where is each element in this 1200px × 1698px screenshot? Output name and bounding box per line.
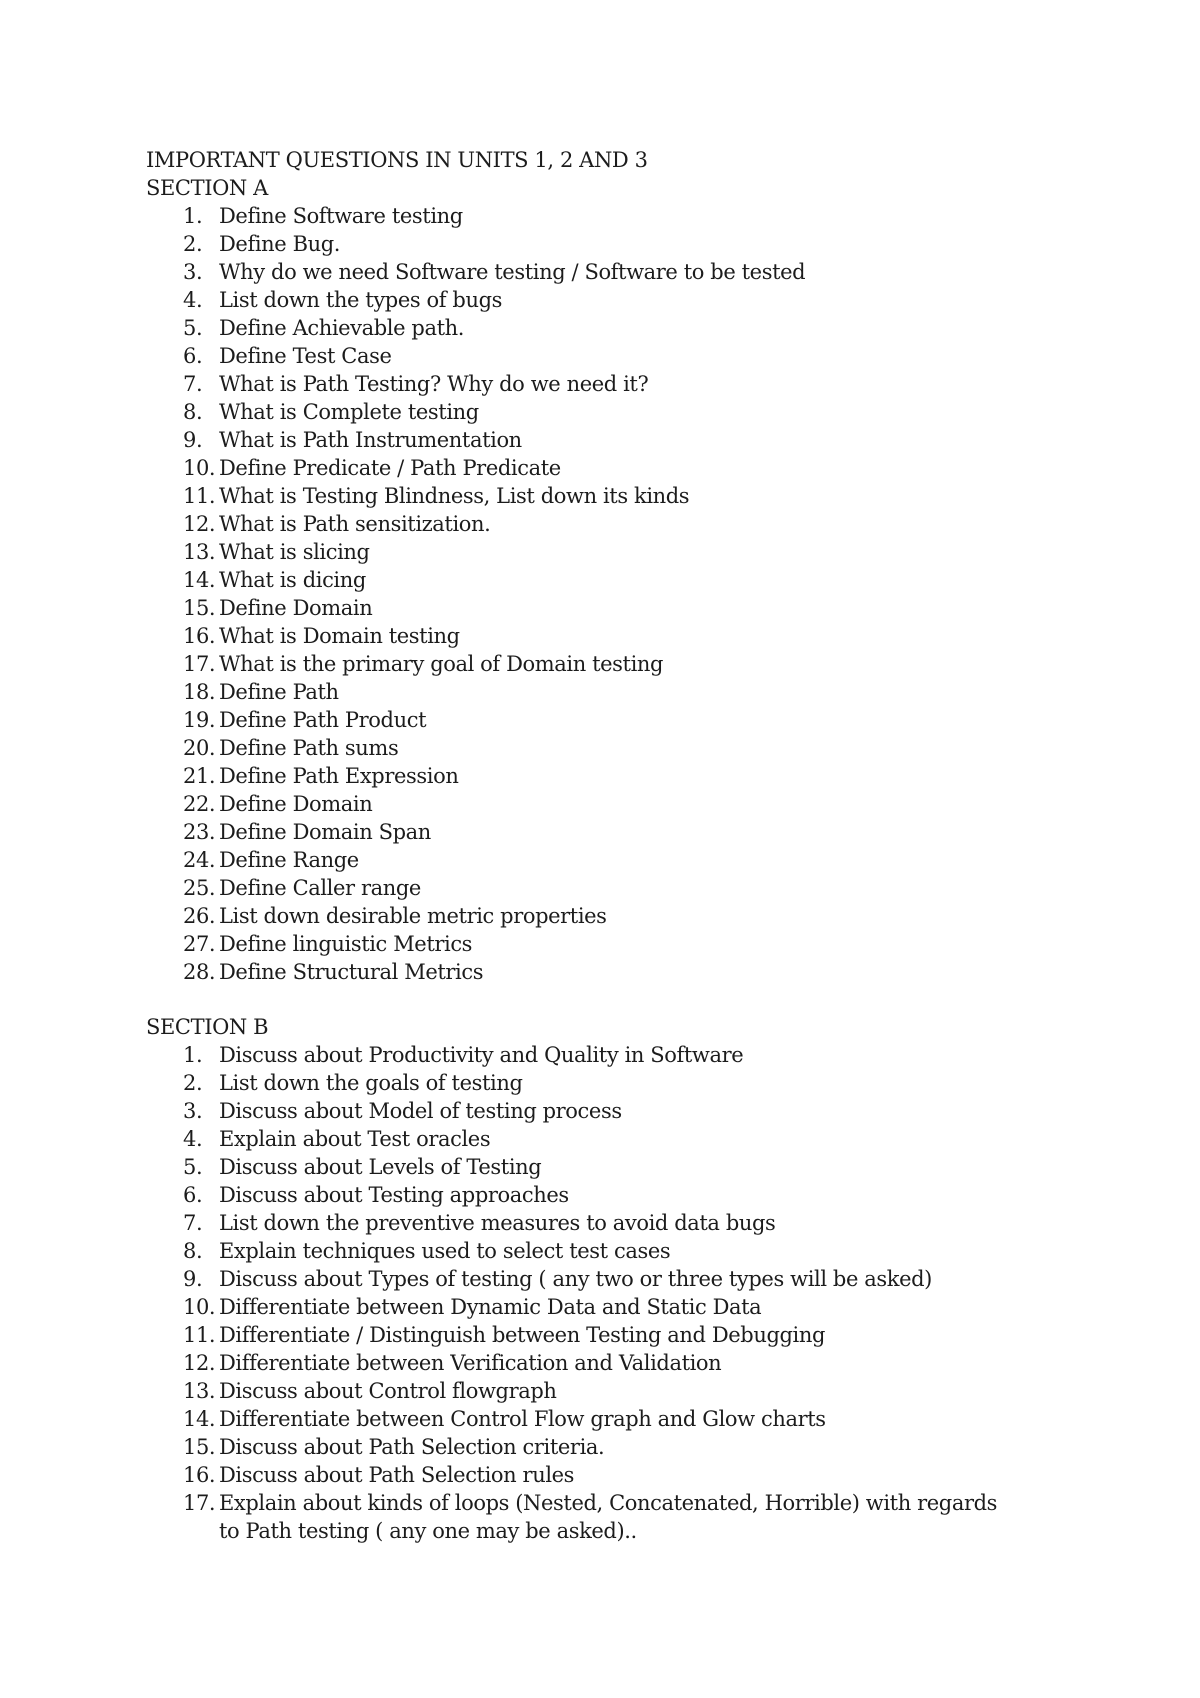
question-item	[146, 398, 1046, 426]
question-number: 19.	[183, 708, 216, 732]
question-item	[146, 1405, 1046, 1433]
question-item	[146, 1293, 1046, 1321]
question-item	[146, 734, 1046, 762]
question-text: Define Predicate / Path Predicate	[219, 456, 561, 480]
question-text: Define Domain	[219, 596, 373, 620]
question-number: 16.	[183, 624, 216, 648]
question-text: Discuss about Testing approaches	[219, 1183, 569, 1207]
question-number: 9.	[183, 428, 203, 452]
question-text: List down the types of bugs	[219, 288, 502, 312]
question-number: 7.	[183, 372, 203, 396]
question-text: Differentiate between Verification and Validation	[219, 1351, 722, 1375]
question-text: Define Domain	[219, 792, 373, 816]
question-item	[146, 538, 1046, 566]
question-number: 28.	[183, 960, 216, 984]
question-text: Define Path Product	[219, 708, 427, 732]
question-text: What is slicing	[219, 540, 370, 564]
question-text: Differentiate between Dynamic Data and Static Data	[219, 1295, 762, 1319]
question-number: 12.	[183, 512, 216, 536]
question-item	[146, 1097, 1046, 1125]
question-number: 22.	[183, 792, 216, 816]
question-number: 17.	[183, 1491, 216, 1515]
question-text: Define Caller range	[219, 876, 421, 900]
question-item	[146, 510, 1046, 538]
question-number: 2.	[183, 1071, 203, 1095]
question-number: 24.	[183, 848, 216, 872]
question-number: 11.	[183, 1323, 216, 1347]
question-text: Define Range	[219, 848, 359, 872]
question-number: 3.	[183, 1099, 203, 1123]
question-item	[146, 1237, 1046, 1265]
question-number: 10.	[183, 456, 216, 480]
question-number: 13.	[183, 1379, 216, 1403]
question-item	[146, 930, 1046, 958]
question-text: Define Bug.	[219, 232, 341, 256]
question-number: 23.	[183, 820, 216, 844]
question-item	[146, 958, 1046, 986]
question-text: Differentiate / Distinguish between Testing and Debugging	[219, 1323, 826, 1347]
question-text: What is the primary goal of Domain testing	[219, 652, 664, 676]
question-text: Define Software testing	[219, 204, 463, 228]
question-text: Discuss about Path Selection criteria.	[219, 1435, 605, 1459]
question-item	[146, 650, 1046, 678]
question-number: 14.	[183, 568, 216, 592]
question-number: 8.	[183, 1239, 203, 1263]
question-text: What is Testing Blindness, List down its kinds	[219, 484, 690, 508]
question-text: What is Path sensitization.	[219, 512, 491, 536]
question-number: 6.	[183, 344, 203, 368]
question-text: Discuss about Levels of Testing	[219, 1155, 542, 1179]
question-item	[146, 846, 1046, 874]
question-item	[146, 1153, 1046, 1181]
question-number: 25.	[183, 876, 216, 900]
question-text: Define Domain Span	[219, 820, 431, 844]
question-text: Define Test Case	[219, 344, 392, 368]
question-text: Discuss about Control flowgraph	[219, 1379, 557, 1403]
question-item	[146, 426, 1046, 454]
question-text: Define Structural Metrics	[219, 960, 484, 984]
question-text: Explain about Test oracles	[219, 1127, 491, 1151]
question-item	[146, 1265, 1046, 1293]
question-text: List down the preventive measures to avoid data bugs	[219, 1211, 776, 1235]
question-number: 15.	[183, 596, 216, 620]
question-item	[146, 1489, 1019, 1545]
section-b-question-list	[146, 1041, 1046, 1545]
question-item	[146, 594, 1046, 622]
question-text: Define Path sums	[219, 736, 399, 760]
question-item	[146, 314, 1046, 342]
question-number: 17.	[183, 652, 216, 676]
question-item	[146, 482, 1046, 510]
question-item	[146, 790, 1046, 818]
question-item	[146, 1069, 1046, 1097]
question-number: 11.	[183, 484, 216, 508]
question-item	[146, 1377, 1046, 1405]
question-item	[146, 286, 1046, 314]
question-text: Discuss about Model of testing process	[219, 1099, 622, 1123]
question-item	[146, 622, 1046, 650]
question-item	[146, 902, 1046, 930]
section-b-heading: SECTION B	[146, 1015, 269, 1039]
question-item	[146, 874, 1046, 902]
question-text: List down the goals of testing	[219, 1071, 523, 1095]
question-item	[146, 202, 1046, 230]
question-text: What is Complete testing	[219, 400, 479, 424]
question-item	[146, 762, 1046, 790]
question-text: What is dicing	[219, 568, 366, 592]
question-item	[146, 1349, 1046, 1377]
question-item	[146, 1125, 1046, 1153]
section-a-heading: SECTION A	[146, 176, 268, 200]
question-item	[146, 1041, 1046, 1069]
question-item	[146, 1321, 1046, 1349]
question-text: Explain techniques used to select test cases	[219, 1239, 671, 1263]
question-number: 18.	[183, 680, 216, 704]
question-text: What is Path Instrumentation	[219, 428, 522, 452]
document-body	[146, 146, 1046, 1545]
question-item	[146, 230, 1046, 258]
question-number: 20.	[183, 736, 216, 760]
question-number: 5.	[183, 316, 203, 340]
question-number: 5.	[183, 1155, 203, 1179]
question-text: Differentiate between Control Flow graph and Glow charts	[219, 1407, 826, 1431]
question-number: 14.	[183, 1407, 216, 1431]
question-text: Define Path Expression	[219, 764, 459, 788]
question-item	[146, 370, 1046, 398]
question-number: 27.	[183, 932, 216, 956]
question-text: Discuss about Types of testing ( any two or three types will be asked)	[219, 1267, 932, 1291]
question-number: 2.	[183, 232, 203, 256]
question-item	[146, 342, 1046, 370]
question-number: 9.	[183, 1267, 203, 1291]
question-item	[146, 1181, 1046, 1209]
question-number: 26.	[183, 904, 216, 928]
question-text: Discuss about Path Selection rules	[219, 1463, 575, 1487]
question-text: Define linguistic Metrics	[219, 932, 473, 956]
question-number: 16.	[183, 1463, 216, 1487]
question-item	[146, 678, 1046, 706]
question-text: Discuss about Productivity and Quality in Software	[219, 1043, 744, 1067]
question-text: List down desirable metric properties	[219, 904, 607, 928]
question-item	[146, 258, 1046, 286]
question-number: 6.	[183, 1183, 203, 1207]
question-number: 3.	[183, 260, 203, 284]
question-number: 13.	[183, 540, 216, 564]
question-item	[146, 1209, 1046, 1237]
question-item	[146, 1461, 1046, 1489]
question-text: What is Path Testing? Why do we need it?	[219, 372, 649, 396]
question-number: 15.	[183, 1435, 216, 1459]
question-number: 8.	[183, 400, 203, 424]
question-text: What is Domain testing	[219, 624, 460, 648]
question-number: 1.	[183, 1043, 203, 1067]
section-a-question-list	[146, 202, 1046, 986]
question-item	[146, 566, 1046, 594]
question-number: 7.	[183, 1211, 203, 1235]
question-text: Define Achievable path.	[219, 316, 465, 340]
question-item	[146, 1433, 1046, 1461]
question-number: 4.	[183, 1127, 203, 1151]
section-spacer	[146, 986, 1046, 1013]
question-text: Define Path	[219, 680, 339, 704]
question-number: 12.	[183, 1351, 216, 1375]
question-item	[146, 454, 1046, 482]
document-title: IMPORTANT QUESTIONS IN UNITS 1, 2 AND 3	[146, 148, 648, 172]
question-item	[146, 818, 1046, 846]
question-item	[146, 706, 1046, 734]
question-number: 1.	[183, 204, 203, 228]
question-text: Explain about kinds of loops (Nested, Concatenated, Horrible) with regards to Path testing ( any one may be asked)..	[219, 1491, 998, 1543]
question-number: 10.	[183, 1295, 216, 1319]
question-text: Why do we need Software testing / Software to be tested	[219, 260, 806, 284]
question-number: 21.	[183, 764, 216, 788]
question-number: 4.	[183, 288, 203, 312]
